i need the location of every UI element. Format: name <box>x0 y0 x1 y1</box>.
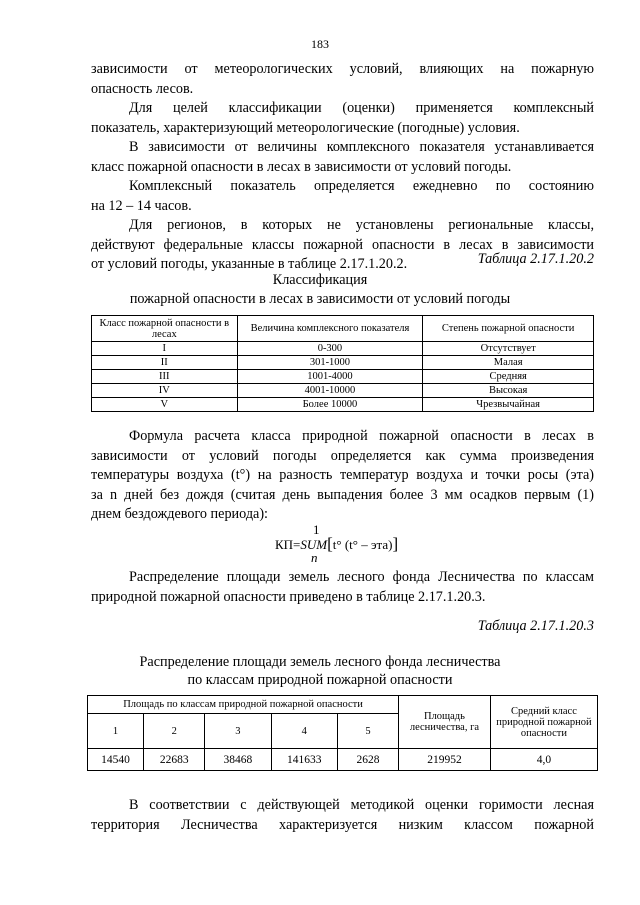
table-cell: 301-1000 <box>237 356 423 370</box>
table-cell: V <box>92 398 238 412</box>
table-cell: I <box>92 342 238 356</box>
formula-description <box>91 427 594 525</box>
class-number: 5 <box>337 714 398 749</box>
col-header-average-class: Средний класс природной пожарной опасности <box>490 696 597 749</box>
text-line: территория Лесничества характеризуется низким классом пожарной <box>91 816 594 833</box>
text-line: за n дней без дождя (считая день выпадения более 3 мм осадков первым (1) <box>91 486 594 503</box>
fire-danger-formula: 1 КП=SUM[t° (t° – эта)] n <box>275 522 399 565</box>
table2-label: Таблица 2.17.1.20.3 <box>477 618 594 634</box>
class-number: 4 <box>271 714 337 749</box>
page-number: 183 <box>311 37 329 51</box>
text-line: температуры воздуха (t°) на разность температур воздуха и точки росы (эта) <box>91 467 594 483</box>
class-number: 3 <box>205 714 271 749</box>
text-line: от условий погоды, указанные в таблице 2.17.1.20.2. <box>91 256 408 272</box>
table-row <box>92 356 594 370</box>
table1-label: Таблица 2.17.1.20.2 <box>477 251 594 267</box>
table-row <box>92 342 594 356</box>
intro-text <box>91 60 594 275</box>
col-header-index: Величина комплексного показателя <box>237 316 423 342</box>
formula-upper-limit: 1 <box>313 522 320 537</box>
text-line: Комплексный показатель определяется ежедневно по состоянию <box>129 178 594 194</box>
formula-sum: SUM <box>300 537 328 552</box>
text-line: Для регионов, в которых не установлены региональные классы, <box>129 217 594 233</box>
col-header-degree: Степень пожарной опасности <box>423 316 594 342</box>
table-cell: 22683 <box>144 749 205 771</box>
formula-lhs: КП= <box>275 537 301 552</box>
table-cell: 14540 <box>88 749 144 771</box>
table-cell: 2628 <box>337 749 398 771</box>
table-cell: Средняя <box>423 370 594 384</box>
text-line: на 12 – 14 часов. <box>91 197 192 214</box>
table-cell: IV <box>92 384 238 398</box>
text-line: Распределение площади земель лесного фонда Лесничества по классам <box>129 569 594 585</box>
table1-subtitle: пожарной опасности в лесах в зависимости от условий погоды <box>129 291 511 307</box>
text-line: показатель, характеризующий метеорологические (погодные) условия. <box>91 119 520 136</box>
table-cell: 0-300 <box>237 342 423 356</box>
table-cell: Малая <box>423 356 594 370</box>
class-number: 2 <box>144 714 205 749</box>
text-line: природной пожарной опасности приведено в таблице 2.17.1.20.3. <box>91 588 486 605</box>
table-cell: II <box>92 356 238 370</box>
text-line: Для целей классификации (оценки) применяется комплексный <box>129 100 594 116</box>
table-cell: Отсутствует <box>423 342 594 356</box>
table-row <box>92 370 594 384</box>
table1-title: Классификация <box>272 272 368 288</box>
table-row <box>92 398 594 412</box>
area-distribution-table <box>87 695 598 771</box>
formula-lower-limit: n <box>311 550 318 565</box>
table-cell: 38468 <box>205 749 271 771</box>
text-line: Формула расчета класса природной пожарной опасности в лесах в <box>129 428 594 444</box>
table-cell: 4001-10000 <box>237 384 423 398</box>
col-header-class: Класс пожарной опасности в лесах <box>92 316 238 342</box>
col-header-total-area: Площадь лесничества, га <box>399 696 491 749</box>
table-cell: III <box>92 370 238 384</box>
text-line: днем бездождевого периода): <box>91 506 269 522</box>
table-cell: 1001-4000 <box>237 370 423 384</box>
formula-body: t° (t° – эта) <box>332 537 393 552</box>
table-cell: Чрезвычайная <box>423 398 594 412</box>
table-header-row <box>92 316 594 342</box>
table2-title: Распределение площади земель лесного фонда лесничества <box>139 654 501 670</box>
conclusion-text <box>91 796 594 835</box>
col-header-area-by-class: Площадь по классам природной пожарной опасности <box>88 696 399 714</box>
table-cell: 141633 <box>271 749 337 771</box>
text-line: действуют федеральные классы пожарной опасности в лесах в зависимости <box>91 236 594 253</box>
distribution-text <box>91 568 594 607</box>
table2-subtitle: по классам природной пожарной опасности <box>187 672 453 688</box>
table-row <box>92 384 594 398</box>
table-cell: Более 10000 <box>237 398 423 412</box>
text-line: В зависимости от величины комплексного показателя устанавливается <box>129 139 594 155</box>
table-cell: 4,0 <box>490 749 597 771</box>
fire-danger-classification-table <box>91 315 594 412</box>
table-cell: 219952 <box>399 749 491 771</box>
text-line: В соответствии с действующей методикой оценки горимости лесная <box>129 797 594 813</box>
text-line: опасность лесов. <box>91 80 194 97</box>
table-row <box>88 749 598 771</box>
table-cell: Высокая <box>423 384 594 398</box>
class-number: 1 <box>88 714 144 749</box>
text-line: класс пожарной опасности в лесах в зависимости от условий погоды. <box>91 158 512 175</box>
text-line: зависимости от условий погоды определяется как сумма произведения <box>91 447 594 464</box>
text-line: зависимости от метеорологических условий, влияющих на пожарную <box>91 61 594 77</box>
